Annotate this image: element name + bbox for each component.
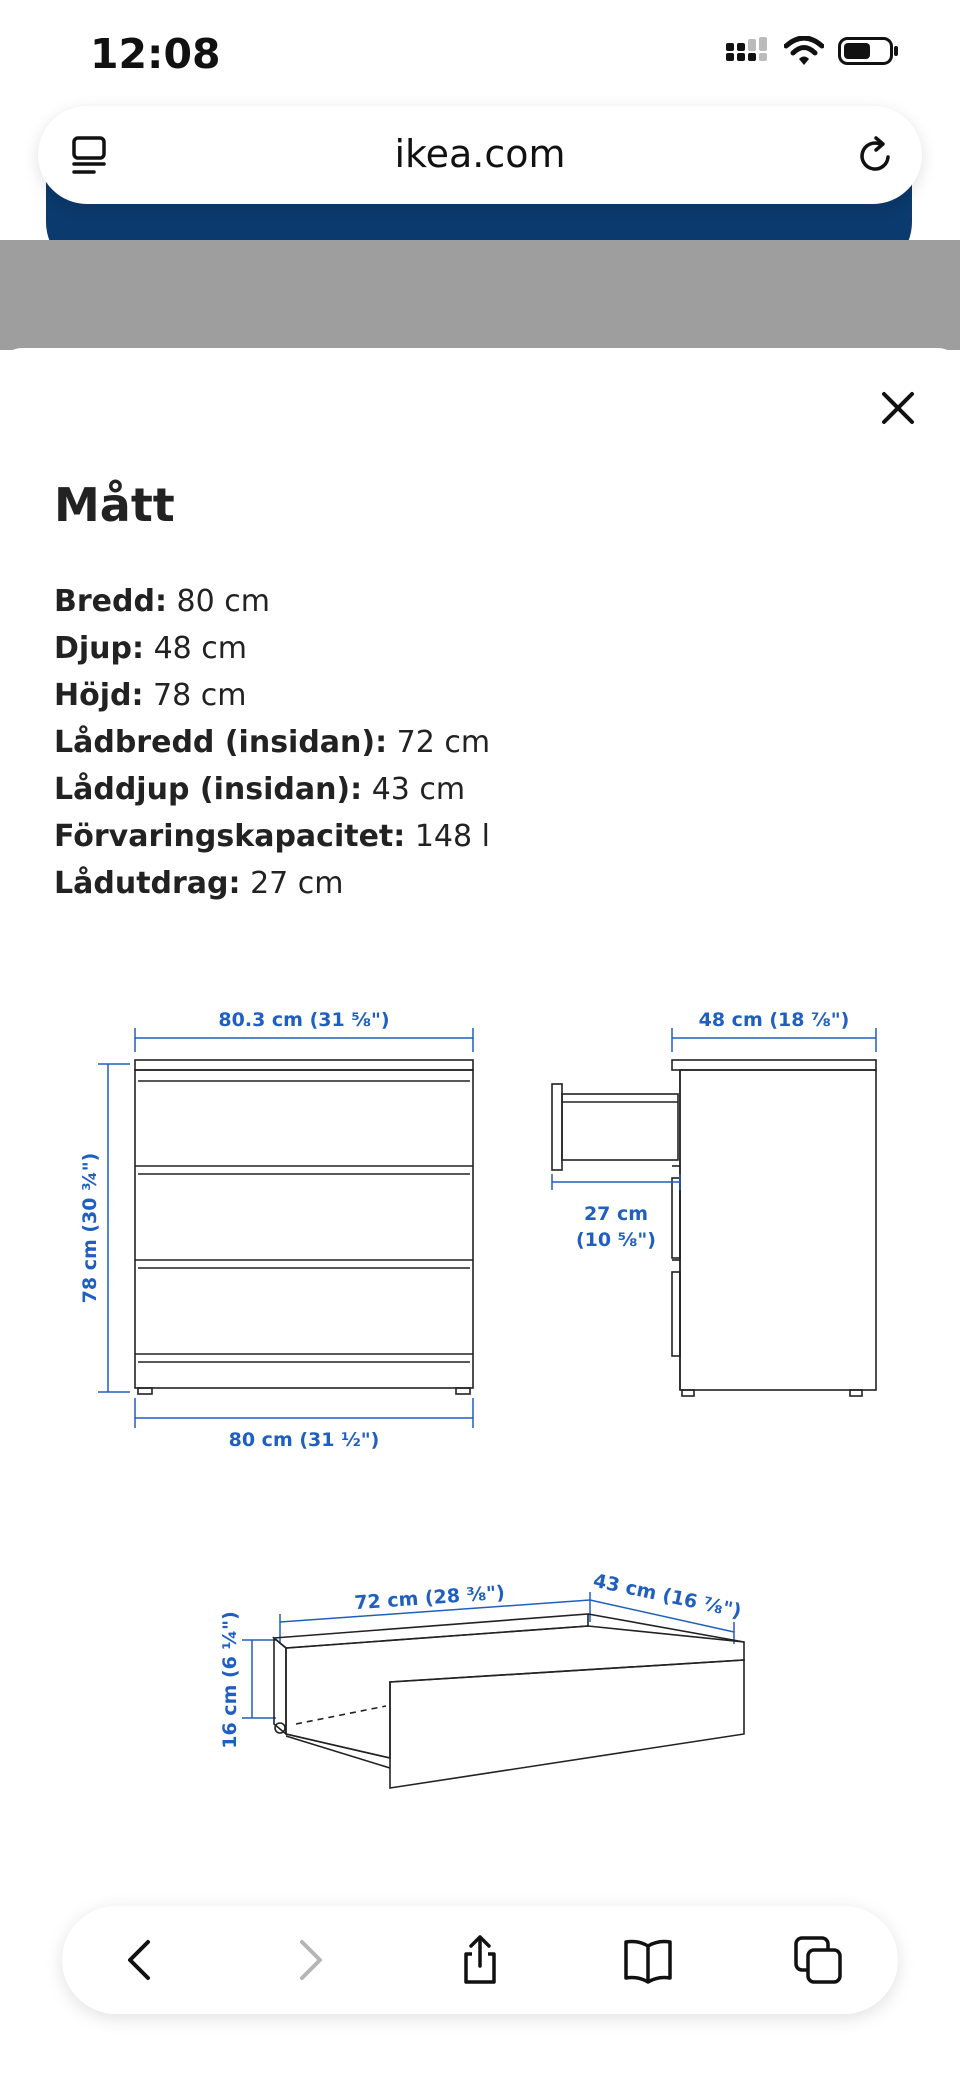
side-view-drawing [540, 998, 920, 1468]
front-width-bottom-label: 80 cm (31 ½") [228, 1429, 380, 1451]
dimension-label: Djup: [54, 631, 145, 666]
drawer-box [274, 1614, 744, 1788]
side-extension-dimension [552, 1174, 680, 1251]
back-icon[interactable] [114, 1932, 170, 1988]
page-overlay [0, 240, 960, 350]
dimension-row [54, 578, 490, 625]
status-bar [0, 0, 960, 110]
dimension-label: Lådbredd (insidan): [54, 725, 388, 760]
drawer-depth-dimension [590, 1570, 743, 1644]
drawer-width-label: 72 cm (28 ⅜") [353, 1581, 506, 1615]
dimension-label: Bredd: [54, 584, 167, 619]
wifi-icon [784, 36, 824, 66]
drawer-height-dimension [219, 1611, 276, 1749]
reload-icon[interactable] [850, 130, 900, 180]
dimension-row [54, 672, 490, 719]
sheet-title: Mått [54, 478, 175, 532]
browser-toolbar [62, 1906, 898, 2014]
front-width-top-dimension [135, 1009, 473, 1052]
battery-icon [838, 36, 900, 66]
drawer-height-label: 16 cm (6 ¼") [219, 1611, 241, 1749]
dimension-value: 27 cm [250, 866, 344, 901]
cellular-signal-icon [726, 37, 770, 65]
front-width-bottom-dimension [135, 1398, 473, 1451]
dimension-value: 148 l [414, 819, 490, 854]
side-depth-dimension [672, 1009, 876, 1052]
status-time: 12:08 [90, 30, 221, 78]
dresser-front [135, 1060, 473, 1394]
side-depth-label: 48 cm (18 ⅞") [698, 1009, 850, 1031]
front-width-top-label: 80.3 cm (31 ⅝") [218, 1009, 390, 1031]
bookmarks-icon[interactable] [620, 1932, 676, 1988]
side-extension-label-2: (10 ⅝") [576, 1229, 656, 1251]
dimension-value: 80 cm [176, 584, 270, 619]
dimension-row [54, 625, 490, 672]
dimension-label: Lådutdrag: [54, 866, 241, 901]
dimension-label: Höjd: [54, 678, 144, 713]
dimension-row [54, 766, 490, 813]
dimension-value: 78 cm [153, 678, 247, 713]
share-icon[interactable] [452, 1932, 508, 1988]
url-text[interactable]: ikea.com [394, 132, 566, 176]
drawer-drawing [200, 1518, 760, 1878]
front-height-dimension [79, 1064, 130, 1392]
drawer-depth-label: 43 cm (16 ⅞") [591, 1569, 744, 1623]
dimension-row [54, 860, 490, 907]
dimension-value: 43 cm [371, 772, 466, 807]
dimension-row [54, 813, 490, 860]
tabs-icon[interactable] [790, 1932, 846, 1988]
dimensions-sheet [0, 348, 960, 2077]
dimensions-list [54, 578, 490, 907]
dimension-label: Förvaringskapacitet: [54, 819, 406, 854]
address-bar[interactable] [38, 106, 922, 204]
dimension-label: Låddjup (insidan): [54, 772, 363, 807]
status-icons [726, 36, 900, 66]
dimension-value: 48 cm [153, 631, 247, 666]
close-icon[interactable] [876, 386, 920, 430]
front-view-drawing [70, 998, 490, 1468]
dresser-side [552, 1060, 876, 1396]
dimension-value: 72 cm [396, 725, 491, 760]
side-extension-label-1: 27 cm [583, 1203, 649, 1225]
dimension-row [54, 719, 490, 766]
forward-icon[interactable] [280, 1932, 336, 1988]
front-height-label: 78 cm (30 ¾") [79, 1152, 101, 1304]
